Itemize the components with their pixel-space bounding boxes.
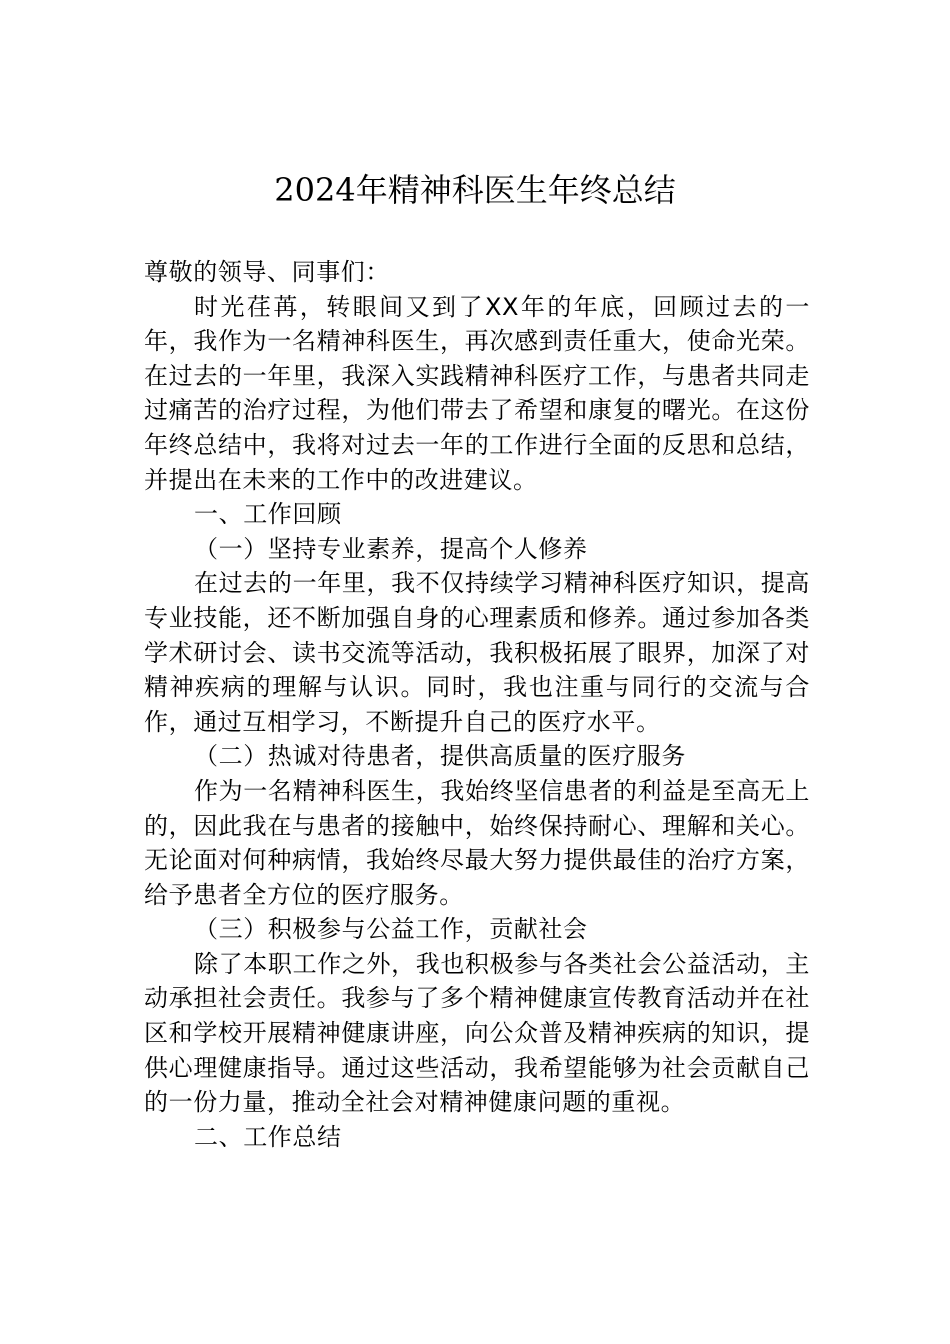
section-heading-work-review: 一、工作回顾 (194, 500, 342, 529)
document-body (144, 255, 810, 1154)
subsection-body-patients: 作为一名精神科医生，我始终坚信患者的利益是至高无上的，因此我在与患者的接触中，始终保持耐心、理解和关心。无论面对何种病情，我始终尽最大努力提供最佳的治疗方案，给予患者全方位的医疗服务。 (144, 776, 810, 909)
salutation: 尊敬的领导、同事们： (144, 258, 390, 286)
subsection-heading-professional: （一）坚持专业素养，提高个人修养 (194, 534, 588, 563)
section-heading-work-summary: 二、工作总结 (194, 1122, 342, 1151)
subsection-heading-patients: （二）热诚对待患者，提供高质量的医疗服务 (194, 742, 686, 771)
document-title: 2024年精神科医生年终总结 (274, 171, 676, 209)
subsection-body-professional: 在过去的一年里，我不仅持续学习精神科医疗知识，提高专业技能，还不断加强自身的心理素质和修养。通过参加各类学术研讨会、读书交流等活动，我积极拓展了眼界，加深了对精神疾病的理解与认识。同时，我也注重与同行的交流与合作，通过互相学习，不断提升自己的医疗水平。 (144, 569, 810, 736)
intro-paragraph: 时光荏苒，转眼间又到了XX年的年底，回顾过去的一年，我作为一名精神科医生，再次感到责任重大，使命光荣。在过去的一年里，我深入实践精神科医疗工作，与患者共同走过痛苦的治疗过程，为他们带去了希望和康复的曙光。在这份年终总结中，我将对过去一年的工作进行全面的反思和总结，并提出在未来的工作中的改进建议。 (144, 292, 810, 494)
subsection-body-public-welfare: 除了本职工作之外，我也积极参与各类社会公益活动，主动承担社会责任。我参与了多个精神健康宣传教育活动并在社区和学校开展精神健康讲座，向公众普及精神疾病的知识，提供心理健康指导。通过这些活动，我希望能够为社会贡献自己的一份力量，推动全社会对精神健康问题的重视。 (144, 949, 810, 1117)
subsection-heading-public-welfare: （三）积极参与公益工作，贡献社会 (194, 915, 588, 944)
